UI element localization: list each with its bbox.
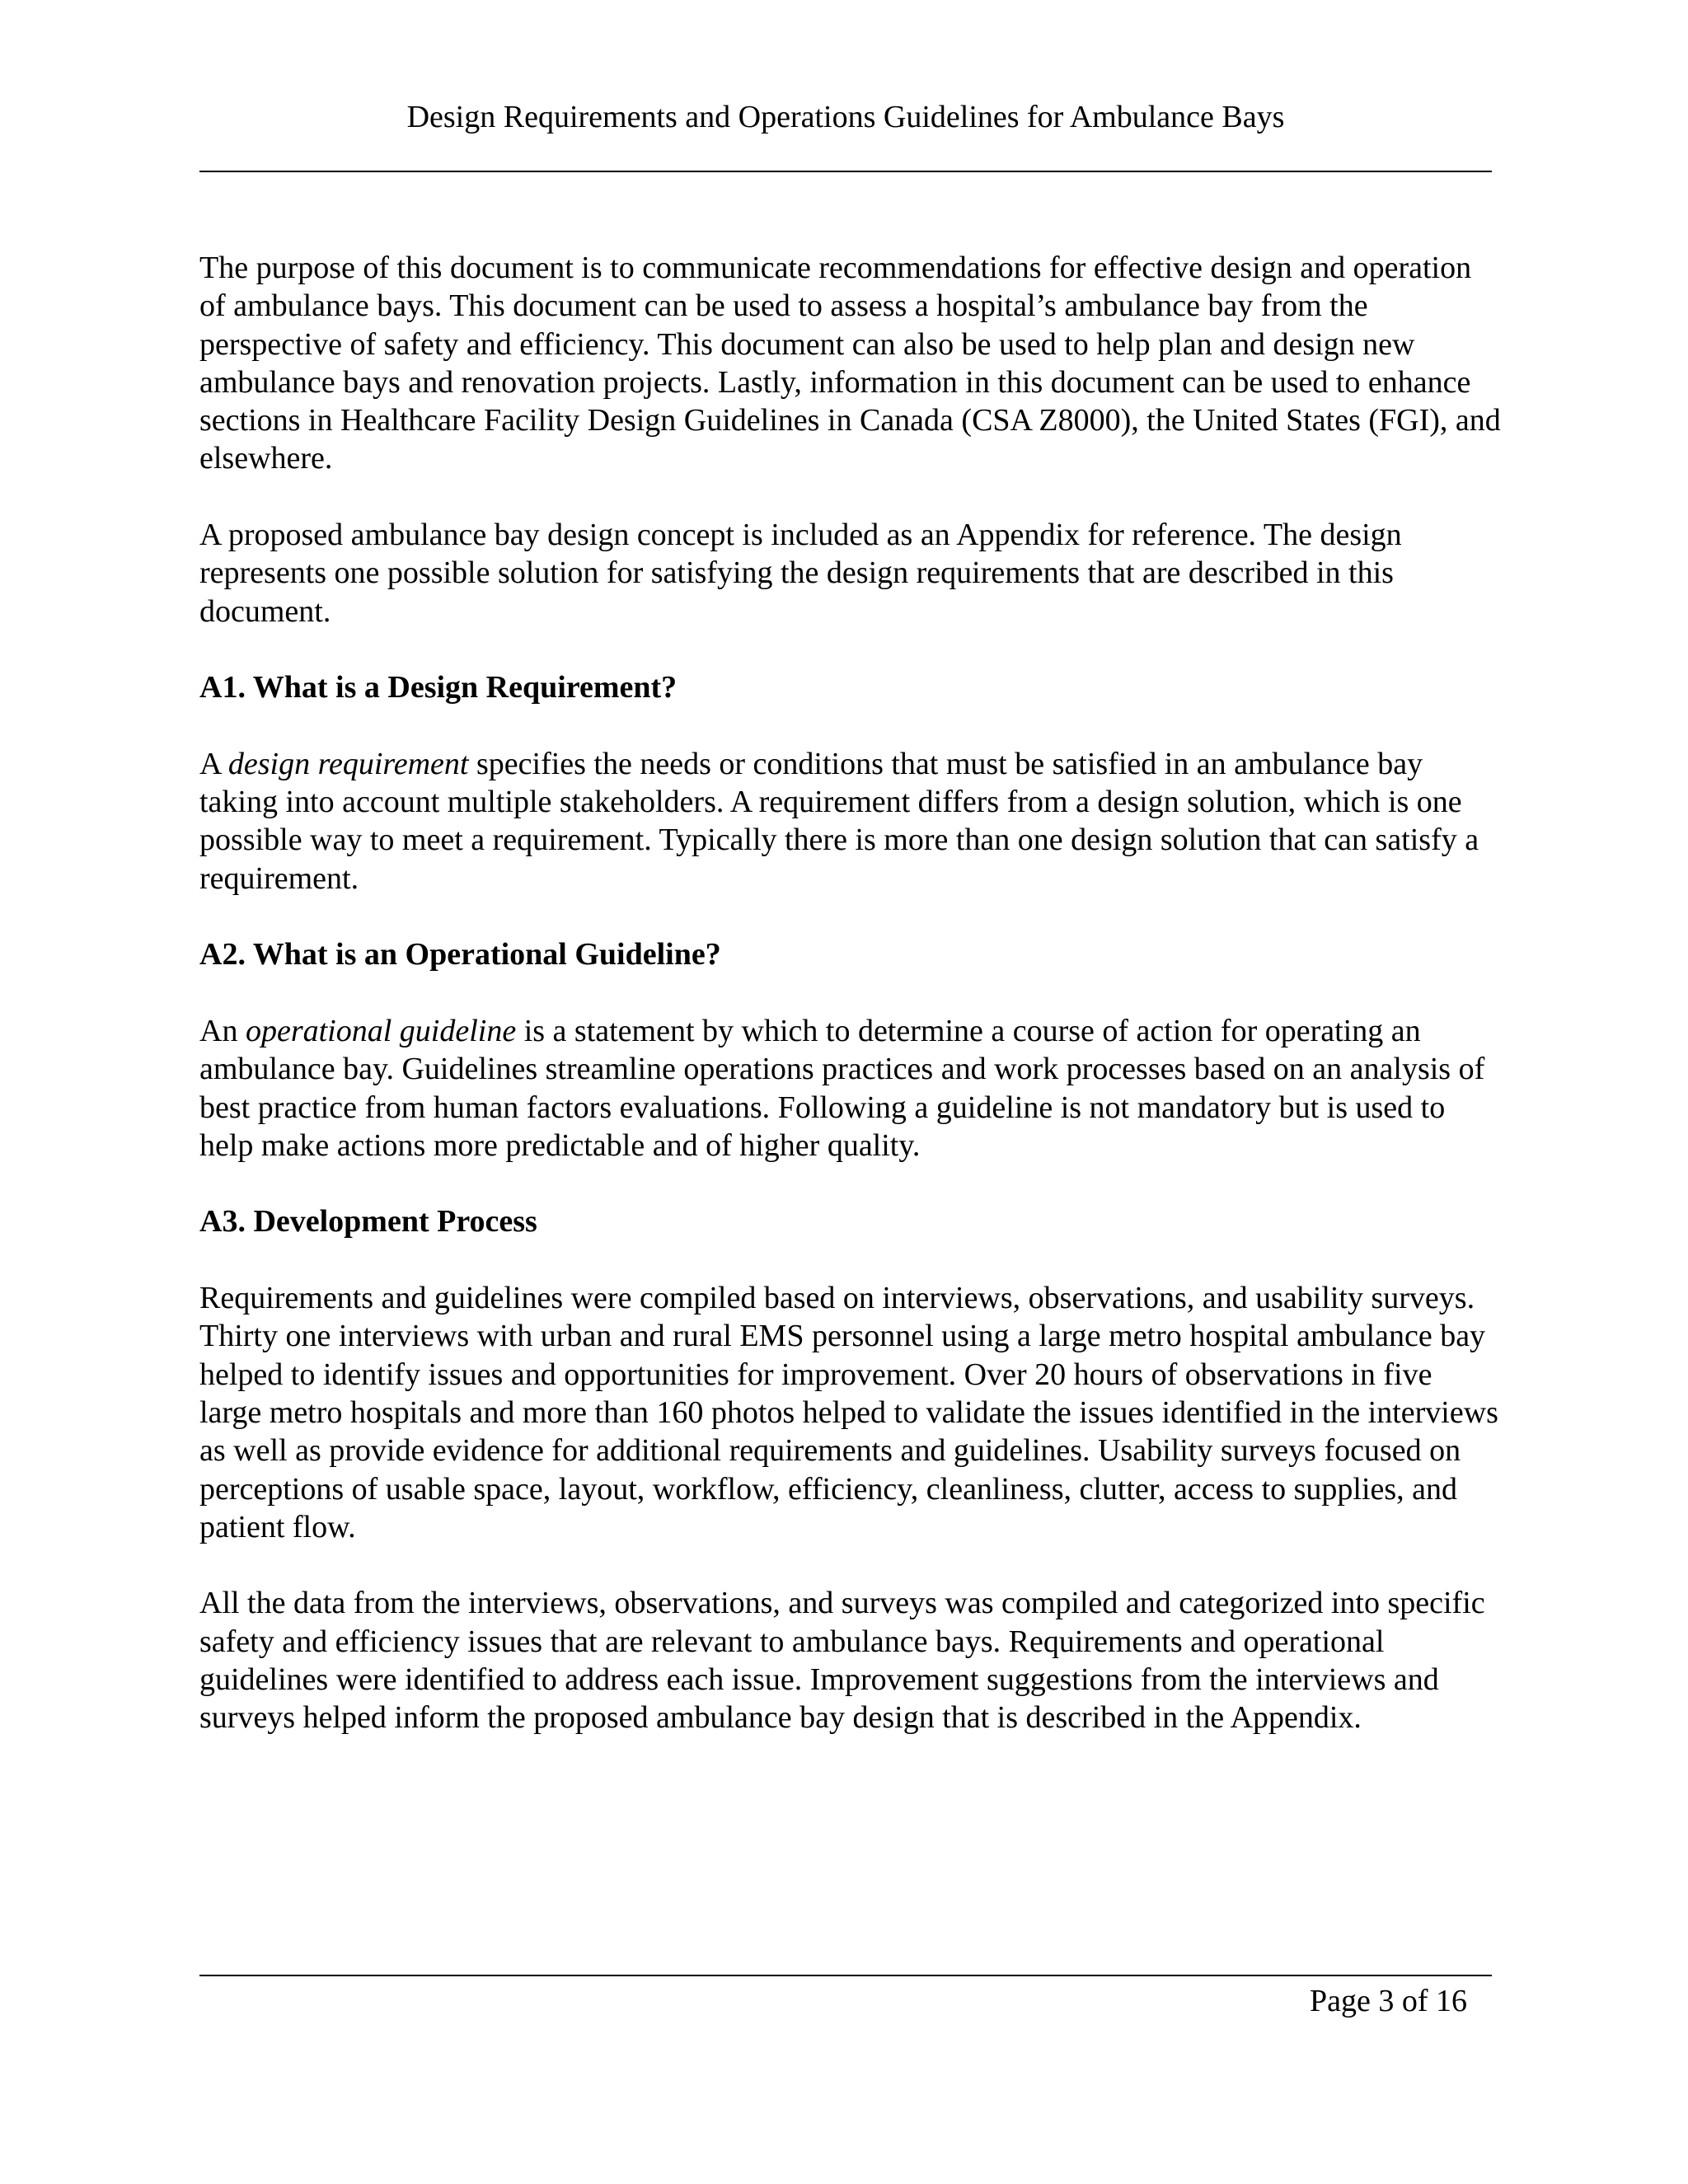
section-a2-paragraph bbox=[199, 1012, 1502, 1165]
section-a1-lead: A bbox=[199, 746, 228, 781]
section-heading-a1: A1. What is a Design Requirement? bbox=[199, 670, 678, 705]
section-heading-a2: A2. What is an Operational Guideline? bbox=[199, 937, 721, 972]
footer-rule bbox=[199, 1975, 1492, 1976]
intro-paragraph-1: The purpose of this document is to communicate recommendations for effective design and operation of ambulance bays. This document can be used to assess a hospital’s ambulance bay from the perspective of safety and efficiency. This document can also be used to help plan and design new ambulance bays and renovation projects. Lastly, information in this document can be used to enhance sections in Healthcare Facility Design Guidelines in Canada (CSA Z8000), the United States (FGI), and elsewhere. bbox=[199, 251, 1501, 476]
running-header: Design Requirements and Operations Guidelines for Ambulance Bays bbox=[406, 100, 1285, 134]
section-a2-lead: An bbox=[199, 1013, 246, 1048]
document-body bbox=[199, 249, 1502, 1775]
section-a2-term: operational guideline bbox=[245, 1013, 517, 1048]
intro-paragraph-2: A proposed ambulance bay design concept is included as an Appendix for reference. The design represents one possible solution for satisfying the design requirements that are described in this document. bbox=[199, 518, 1402, 629]
section-a3-paragraph-2: All the data from the interviews, observations, and surveys was compiled and categorized into specific safety and efficiency issues that are relevant to ambulance bays. Requirements and operational guidelines were identified to address each issue. Improvement suggestions from the interviews and surveys helped inform the proposed ambulance bay design that is described in the Appendix. bbox=[199, 1586, 1485, 1736]
page-number: Page 3 of 16 bbox=[1309, 1984, 1467, 2018]
section-a1-paragraph bbox=[199, 745, 1502, 898]
section-heading-a3: A3. Development Process bbox=[199, 1204, 537, 1240]
section-a1-text: specifies the needs or conditions that must be satisfied in an ambulance bay taking into account multiple stakeholders. A requirement differs from a design solution, which is one possible way to meet a requirement. Typically there is more than one design solution that can satisfy a requirement. bbox=[199, 746, 1479, 896]
section-a3-paragraph-1: Requirements and guidelines were compiled based on interviews, observations, and usability surveys. Thirty one interviews with urban and rural EMS personnel using a large metro hospital ambulance bay helped to identify issues and opportunities for improvement. Over 20 hours of observations in five large metro hospitals and more than 160 photos helped to validate the issues identified in the interviews as well as provide evidence for additional requirements and guidelines. Usability surveys focused on perceptions of usable space, layout, workflow, efficiency, cleanliness, clutter, access to supplies, and patient flow. bbox=[199, 1281, 1498, 1544]
section-a2-text: is a statement by which to determine a course of action for operating an ambulance bay. Guidelines streamline operations practices and work processes based on an analysis of best practice from human factors evaluations. Following a guideline is not mandatory but is used to help make actions more predictable and of higher quality. bbox=[199, 1013, 1485, 1163]
header-rule bbox=[199, 171, 1492, 172]
section-a1-term: design requirement bbox=[227, 746, 469, 781]
